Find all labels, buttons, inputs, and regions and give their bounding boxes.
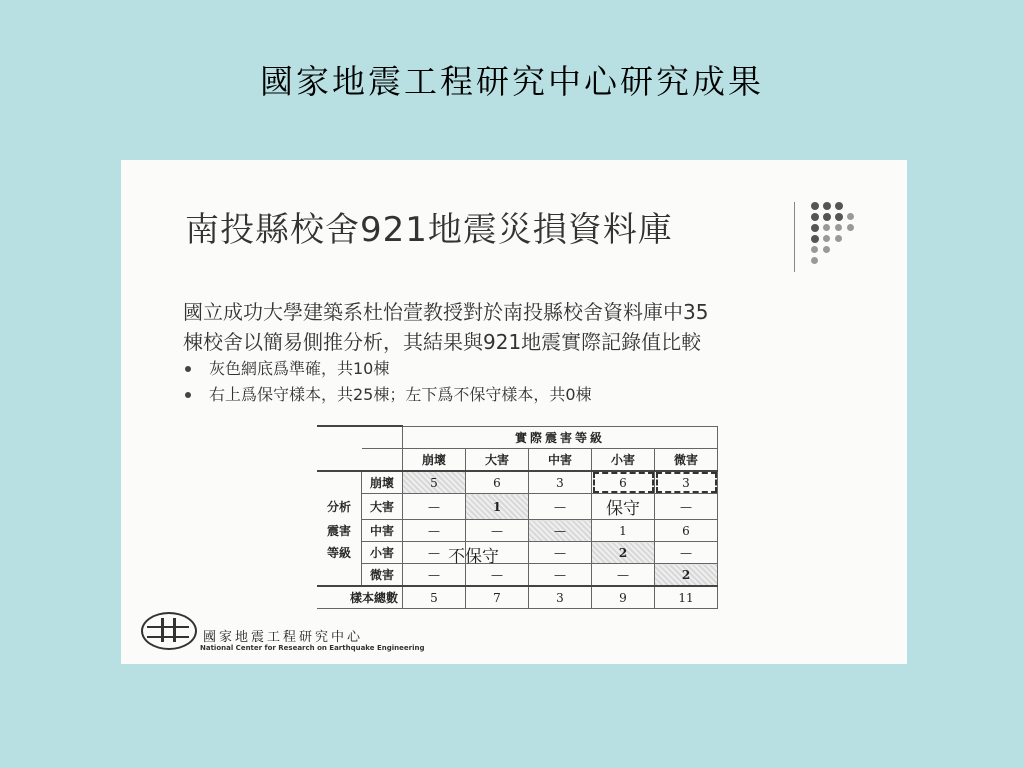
table-cell: 6 bbox=[655, 520, 718, 542]
table-cell: — bbox=[403, 520, 466, 542]
intro-text bbox=[183, 297, 708, 357]
damage-comparison-table bbox=[317, 425, 718, 609]
total-cell: 7 bbox=[466, 586, 529, 609]
table-cell: — bbox=[592, 564, 655, 587]
table-cell: — bbox=[466, 520, 529, 542]
table-cell: — bbox=[529, 494, 592, 520]
table-cell: 2 bbox=[592, 542, 655, 564]
row-group-header: 分析 bbox=[326, 500, 351, 514]
total-cell: 3 bbox=[529, 586, 592, 609]
row-header: 崩壞 bbox=[362, 471, 403, 494]
total-label: 樣本總數 bbox=[317, 586, 403, 609]
col-header: 中害 bbox=[529, 449, 592, 472]
bullet-item: 右上爲保守樣本，共25棟；左下爲不保守樣本，共0棟 bbox=[183, 382, 592, 408]
table-cell: — bbox=[529, 542, 592, 564]
table-cell: — bbox=[403, 494, 466, 520]
row-header: 中害 bbox=[362, 520, 403, 542]
table-cell: 1 bbox=[592, 520, 655, 542]
bullet-list bbox=[183, 356, 592, 408]
total-cell: 5 bbox=[403, 586, 466, 609]
table-cell: 3 bbox=[529, 471, 592, 494]
org-name-en: National Center for Research on Earthquake Engineering bbox=[200, 644, 425, 652]
table-cell: 1 bbox=[466, 494, 529, 520]
table-cell: — bbox=[529, 520, 592, 542]
row-group-header: 等級 bbox=[326, 546, 351, 560]
org-name-cn: 國家地震工程研究中心 bbox=[203, 630, 364, 645]
col-header: 大害 bbox=[466, 449, 529, 472]
table-cell: — bbox=[403, 564, 466, 587]
total-cell: 9 bbox=[592, 586, 655, 609]
col-header: 小害 bbox=[592, 449, 655, 472]
col-header: 微害 bbox=[655, 449, 718, 472]
table-cell: — bbox=[529, 564, 592, 587]
row-header: 大害 bbox=[362, 494, 403, 520]
ncree-logo-icon bbox=[141, 612, 197, 650]
col-group-header: 實際震害等級 bbox=[403, 426, 718, 449]
row-group-header: 震害 bbox=[326, 524, 351, 538]
handwritten-conservative-label: 保守 bbox=[592, 494, 655, 520]
intro-line: 國立成功大學建築系杜怡萱教授對於南投縣校舍資料庫中35 bbox=[183, 300, 709, 324]
bullet-item: 灰色網底爲準確，共10棟 bbox=[183, 356, 592, 382]
scan-title: 南投縣校舍921地震災損資料庫 bbox=[185, 210, 673, 250]
table-cell: 3 bbox=[655, 471, 718, 494]
table-cell: 2 bbox=[655, 564, 718, 587]
divider-line bbox=[794, 202, 795, 272]
col-header: 崩壞 bbox=[403, 449, 466, 472]
total-cell: 11 bbox=[655, 586, 718, 609]
table-cell: — bbox=[403, 542, 466, 564]
scanned-slide-image bbox=[121, 160, 907, 664]
table-cell bbox=[448, 542, 529, 567]
table-cell: 6 bbox=[466, 471, 529, 494]
table-cell: — bbox=[655, 494, 718, 520]
handwritten-nonconservative-label: 不保守 bbox=[448, 547, 499, 567]
bullet-icon bbox=[185, 392, 191, 398]
slide-title: 國家地震工程研究中心研究成果 bbox=[260, 62, 764, 101]
intro-line: 棟校舍以簡易側推分析，其結果與921地震實際記錄值比較 bbox=[183, 330, 702, 354]
bullet-icon bbox=[185, 366, 191, 372]
row-header: 小害 bbox=[362, 542, 403, 564]
table-cell: — bbox=[466, 564, 529, 587]
table-cell: — bbox=[655, 542, 718, 564]
row-header: 微害 bbox=[362, 564, 403, 587]
table-cell: 5 bbox=[403, 471, 466, 494]
table-cell: 6 bbox=[592, 471, 655, 494]
